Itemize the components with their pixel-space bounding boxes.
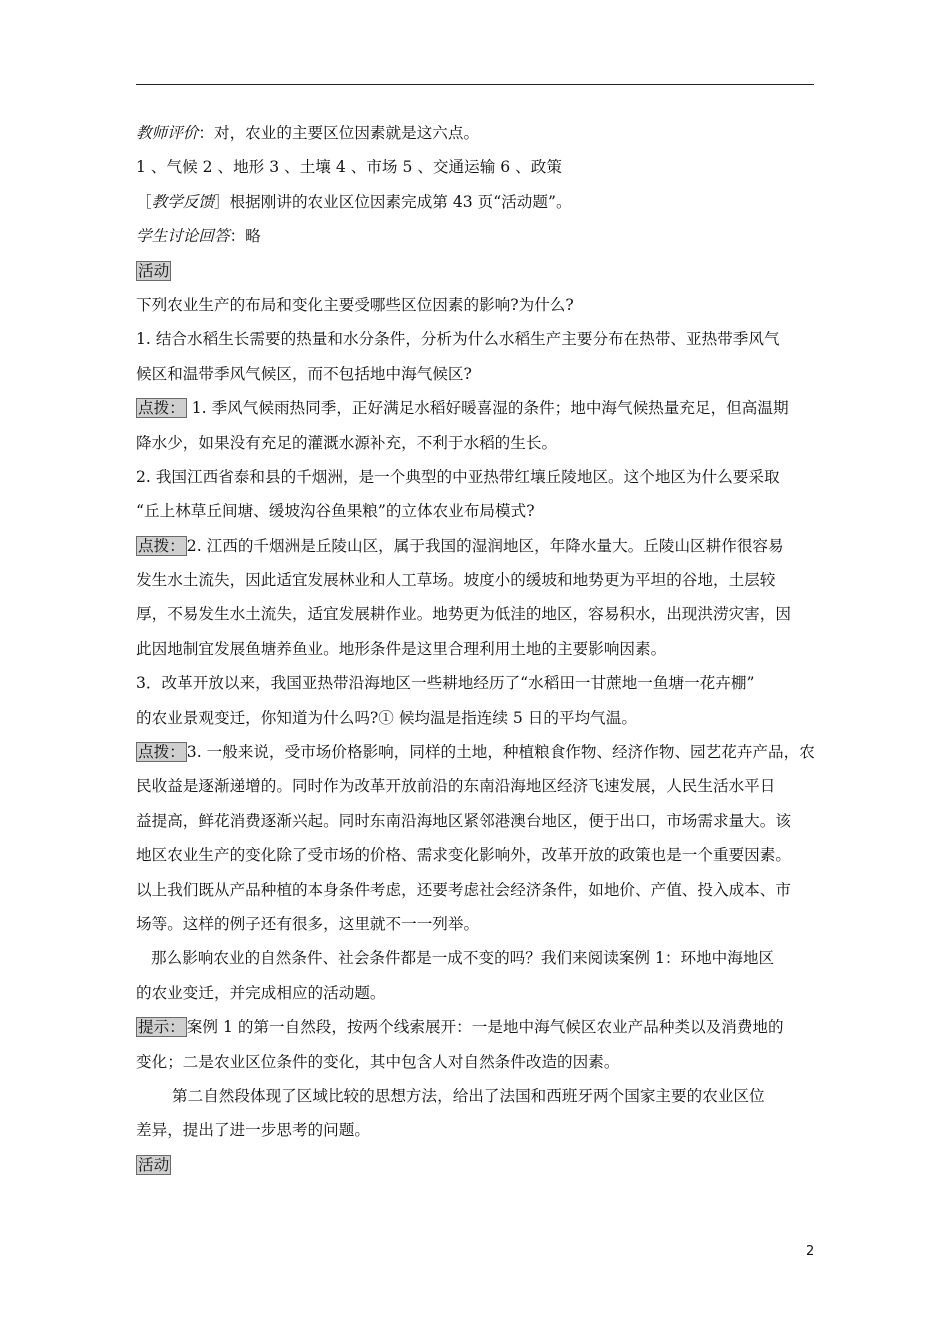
question-2-line-1: 2. 我国江西省泰和县的千烟洲，是一个典型的中亚热带红壤丘陵地区。这个地区为什么要采取 [136, 467, 780, 486]
hint-3-text: 3. 一般来说，受市场价格影响，同样的土地，种植粮食作物、经济作物、园艺花卉产品，农 [186, 743, 815, 762]
teacher-evaluation-label: 教师评价 [136, 124, 199, 142]
student-discussion-line [136, 219, 818, 253]
hint-tag: 点拨： [138, 399, 185, 418]
hint-2-line-2: 发生水土流失，因此适宜发展林业和人工草场。坡度小的缓坡和地势更为平坦的谷地，土层较 [136, 571, 776, 590]
teaching-feedback-line [136, 185, 818, 219]
activity-tag: 活动 [138, 1155, 170, 1174]
tip-text: 案例 1 的第一自然段，按两个线索展开：一是地中海气候区农业产品种类以及消费地的 [186, 1018, 784, 1037]
hint-1-text: 1. 季风气候雨热同季，正好满足水稻好暖喜湿的条件；地中海气候热量充足，但高温期 [186, 399, 789, 418]
hint-3-line-1 [136, 735, 818, 769]
hint-tag: 点拨： [138, 743, 185, 762]
activity-heading-1 [136, 254, 818, 288]
hint-2-line-4: 此因地制宜发展鱼塘养鱼业。地形条件是这里合理利用土地的主要影响因素。 [136, 639, 667, 658]
question-2-line-2: “丘上林草丘间塘、缓坡沟谷鱼果粮”的立体农业布局模式? [136, 502, 535, 521]
bracket-open: ［ [136, 192, 152, 211]
question-3-line-2: 的农业景观变迁，你知道为什么吗?① 候均温是指连续 5 日的平均气温。 [136, 708, 637, 727]
teacher-evaluation-text: ：对，农业的主要区位因素就是这六点。 [198, 124, 480, 142]
teacher-evaluation-line [136, 116, 818, 150]
tip-line-1 [136, 1010, 818, 1044]
second-paragraph-line-2: 差异，提出了进一步思考的问题。 [136, 1121, 370, 1140]
tip-tag: 提示： [138, 1018, 185, 1037]
activity-tag: 活动 [138, 261, 170, 280]
activity-heading-2 [136, 1148, 818, 1182]
hint-3-line-4: 地区农业生产的变化除了受市场的价格、需求变化影响外，改革开放的政策也是一个重要因素。 [136, 846, 791, 865]
hint-3-line-2: 民收益是逐渐递增的。同时作为改革开放前沿的东南沿海地区经济飞速发展，人民生活水平日 [136, 777, 776, 796]
summary-line-1: 以上我们既从产品种植的本身条件考虑，还要考虑社会经济条件，如地价、产值、投入成本、市 [136, 880, 791, 899]
tip-line-2: 变化；二是农业区位条件的变化，其中包含人对自然条件改造的因素。 [136, 1052, 620, 1071]
question-1-line-2: 候区和温带季风气候区，而不包括地中海气候区? [136, 364, 472, 383]
hint-1-line-2: 降水少，如果没有充足的灌溉水源补充，不利于水稻的生长。 [136, 433, 558, 452]
student-discussion-label: 学生讨论回答 [136, 227, 230, 246]
summary-line-2: 场等。这样的例子还有很多，这里就不一一列举。 [136, 914, 480, 933]
second-paragraph-line-1: 第二自然段体现了区域比较的思想方法，给出了法国和西班牙两个国家主要的农业区位 [172, 1086, 765, 1105]
hint-2-line-3: 厚，不易发生水土流失，适宜发展耕作业。地势更为低洼的地区，容易积水，出现洪涝灾害，因 [136, 605, 791, 624]
hint-3-line-3: 益提高，鲜花消费逐渐兴起。同时东南沿海地区紧邻港澳台地区，便于出口，市场需求量大。该 [136, 811, 791, 830]
question-3-line-1: 3．改革开放以来，我国亚热带沿海地区一些耕地经历了“水稻田一甘蔗地一鱼塘一花卉棚” [136, 674, 755, 693]
teaching-feedback-text: ］根据刚讲的农业区位因素完成第 43 页“活动题”。 [213, 192, 572, 211]
factor-list-line: 1 、气候 2 、地形 3 、土壤 4 、市场 5 、交通运输 6 、政策 [136, 158, 562, 177]
student-discussion-text: ：略 [229, 227, 261, 246]
header-rule [136, 84, 814, 85]
page-number: 2 [806, 1244, 815, 1259]
question-1-line-1: 1. 结合水稻生长需要的热量和水分条件，分析为什么水稻生产主要分布在热带、亚热带季风气 [136, 330, 780, 349]
hint-tag: 点拨： [138, 536, 185, 555]
teaching-feedback-label: 教学反馈 [151, 192, 214, 211]
hint-1-line-1 [136, 391, 818, 425]
hint-2-line-1 [136, 529, 818, 563]
question-intro: 下列农业生产的布局和变化主要受哪些区位因素的影响?为什么? [136, 295, 574, 314]
case-intro-line-1: 那么影响农业的自然条件、社会条件都是一成不变的吗？我们来阅读案例 1：环地中海地区 [151, 949, 775, 968]
case-intro-line-2: 的农业变迁，并完成相应的活动题。 [136, 983, 386, 1002]
hint-2-text: 2. 江西的千烟洲是丘陵山区，属于我国的湿润地区，年降水量大。丘陵山区耕作很容易 [186, 536, 784, 555]
document-body [136, 116, 818, 1182]
